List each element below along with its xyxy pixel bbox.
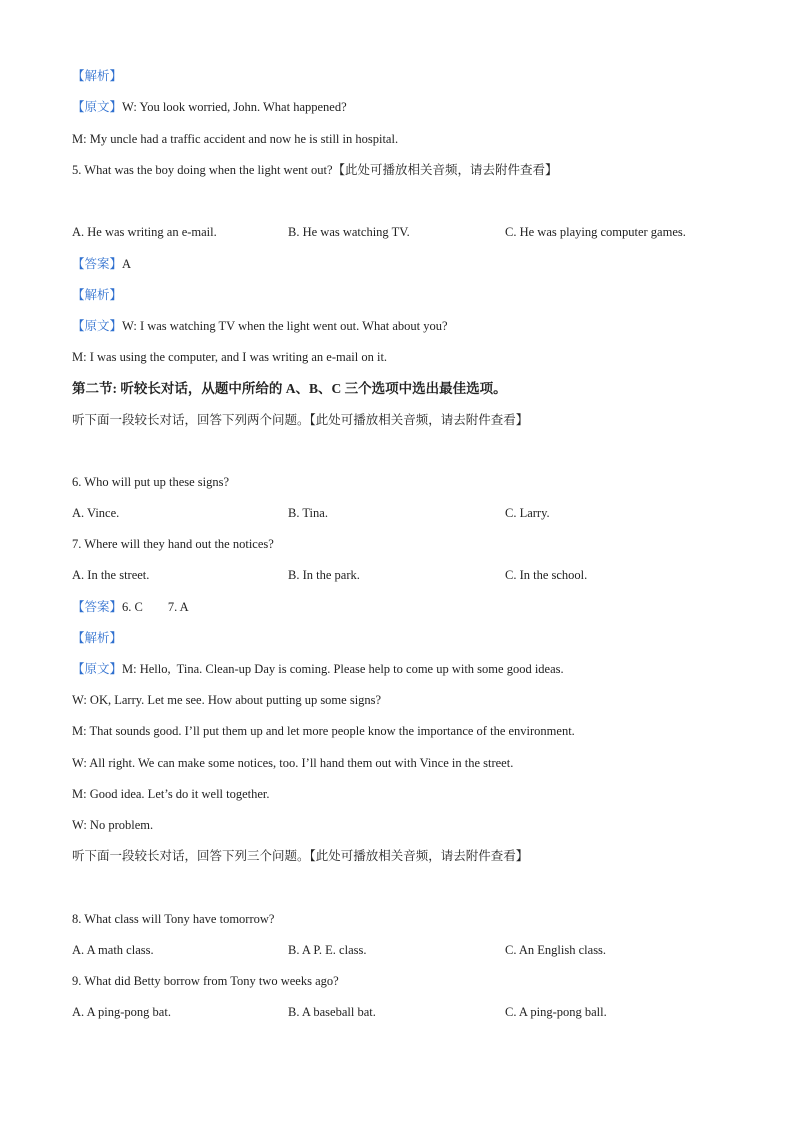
option-b: B. In the park.: [288, 568, 360, 582]
option-c: C. An English class.: [505, 943, 607, 957]
q6-options: [72, 505, 772, 521]
question-6: 6. Who will put up these signs?: [72, 475, 230, 489]
script-line: M: I was using the computer, and I was writing an e-mail on it.: [72, 350, 388, 364]
dialog-intro: 听下面一段较长对话，回答下列三个问题。【此处可播放相关音频，请去附件查看】: [72, 849, 529, 863]
option-b: B. A P. E. class.: [288, 943, 367, 957]
option-b: B. Tina.: [288, 506, 328, 520]
script-line: M: My uncle had a traffic accident and now he is still in hospital.: [72, 132, 399, 146]
question-5: 5. What was the boy doing when the light went out?【此处可播放相关音频，请去附件查看】: [72, 163, 558, 177]
option-a: A. In the street.: [72, 568, 150, 582]
option-c: C. In the school.: [505, 568, 588, 582]
option-a: A. A math class.: [72, 943, 154, 957]
option-c: C. A ping-pong ball.: [505, 1005, 607, 1019]
analysis-label: 【解析】: [72, 631, 123, 645]
option-b: B. He was watching TV.: [288, 225, 410, 239]
script-line: 【原文】M: Hello, Tina. Clean-up Day is coming. Please help to come up with some good ideas.: [72, 662, 564, 676]
option-b: B. A baseball bat.: [288, 1005, 376, 1019]
question-9: 9. What did Betty borrow from Tony two weeks ago?: [72, 974, 339, 988]
question-7: 7. Where will they hand out the notices?: [72, 537, 274, 551]
q5-options: [72, 224, 772, 240]
option-c: C. He was playing computer games.: [505, 225, 686, 239]
section-title: 第二节: 听较长对话，从题中所给的 A、B、C 三个选项中选出最佳选项。: [72, 381, 507, 396]
analysis-label: 【解析】: [72, 69, 123, 83]
script-line: W: No problem.: [72, 818, 154, 832]
q5-answer: 【答案】A: [72, 257, 132, 271]
option-a: A. He was writing an e-mail.: [72, 225, 217, 239]
question-8: 8. What class will Tony have tomorrow?: [72, 912, 275, 926]
script-line: 【原文】W: You look worried, John. What happened?: [72, 100, 347, 114]
script-line: M: That sounds good. I’ll put them up and let more people know the importance of the environment.: [72, 724, 575, 738]
q9-options: [72, 1004, 772, 1020]
option-a: A. Vince.: [72, 506, 120, 520]
q7-options: [72, 567, 772, 583]
analysis-label: 【解析】: [72, 288, 123, 302]
script-line: W: All right. We can make some notices, too. I’ll hand them out with Vince in the street.: [72, 756, 514, 770]
script-line: 【原文】W: I was watching TV when the light went out. What about you?: [72, 319, 448, 333]
script-line: W: OK, Larry. Let me see. How about putting up some signs?: [72, 693, 382, 707]
dialog-intro: 听下面一段较长对话，回答下列两个问题。【此处可播放相关音频，请去附件查看】: [72, 413, 529, 427]
script-line: M: Good idea. Let’s do it well together.: [72, 787, 270, 801]
q8-options: [72, 942, 772, 958]
option-a: A. A ping-pong bat.: [72, 1005, 171, 1019]
q67-answer: 【答案】6. C 7. A: [72, 600, 189, 614]
option-c: C. Larry.: [505, 506, 550, 520]
